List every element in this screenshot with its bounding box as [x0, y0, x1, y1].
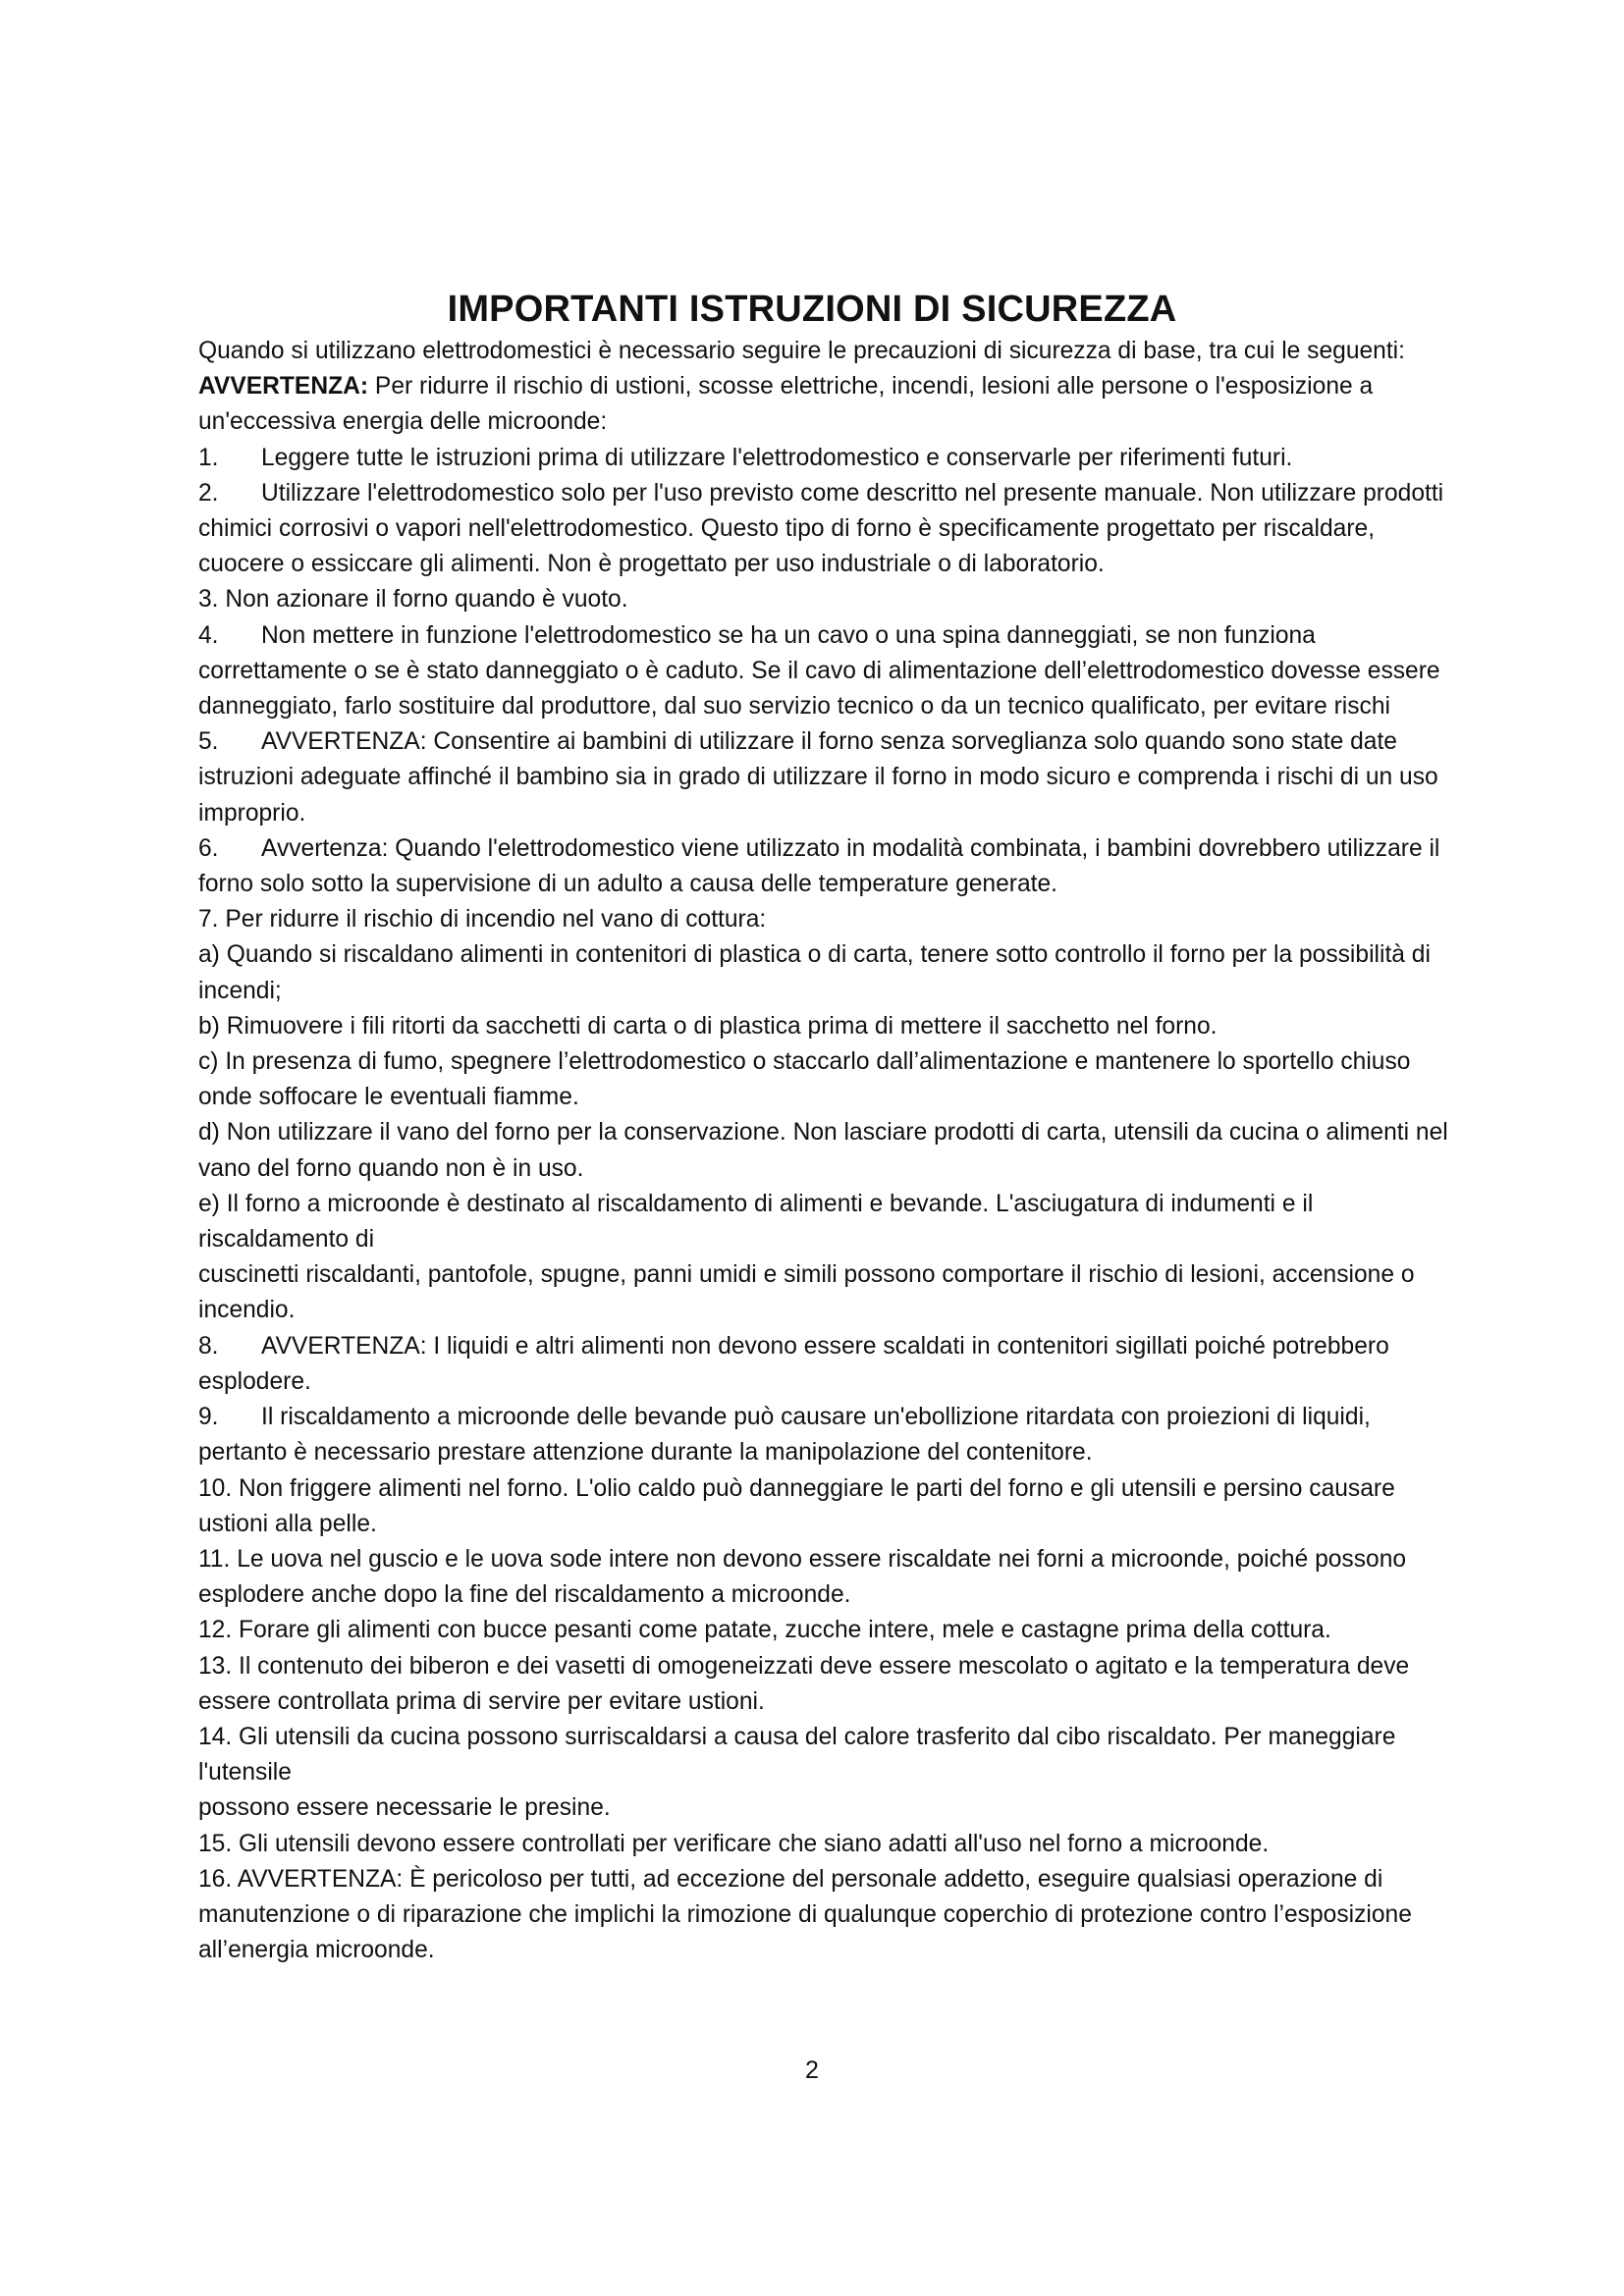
item-number: 14. — [198, 1723, 233, 1750]
list-item-14 — [198, 1720, 1465, 1790]
item-number: 15. — [198, 1830, 233, 1857]
item-text: AVVERTENZA: Consentire ai bambini di utilizzare il forno senza sorveglianza solo quando sono state date istruzioni adeguate affinché il bambino sia in grado di utilizzare il forno in modo sicuro e comprenda i rischi di un uso improprio. — [198, 728, 1438, 827]
intro-warning-label: AVVERTENZA: — [198, 373, 369, 400]
list-item-5 — [198, 724, 1465, 831]
item-text: Il riscaldamento a microonde delle bevande può causare un'ebollizione ritardata con proiezioni di liquidi, pertanto è necessario prestare attenzione durante la manipolazione del contenitore. — [198, 1404, 1371, 1467]
list-item-14-continued: possono essere necessarie le presine. — [198, 1794, 611, 1822]
subitem-d: d) Non utilizzare il vano del forno per la conservazione. Non lasciare prodotti di carta, utensili da cucina o alimenti nel vano del forno quando non è in uso. — [198, 1119, 1448, 1182]
list-item-1 — [198, 441, 1465, 476]
item-text: Gli utensili da cucina possono surriscaldarsi a causa del calore trasferito dal cibo riscaldato. Per maneggiare l'utensile — [198, 1723, 1396, 1787]
list-item-13 — [198, 1649, 1465, 1720]
list-item-4 — [198, 618, 1465, 725]
item-number: 1. — [198, 444, 219, 471]
item-text: Utilizzare l'elettrodomestico solo per l'uso previsto come descritto nel presente manuale. Non utilizzare prodotti chimici corrosivi o vapori nell'elettrodomestico. Questo tipo di forno è specificamente progettato per riscaldare, cuocere o essiccare gli alimenti. Non è progettato per uso industriale o di laboratorio. — [198, 479, 1444, 578]
intro-text-before: Quando si utilizzano elettrodomestici è necessario seguire le precauzioni di sicurezza di base, tra cui le seguenti: — [198, 338, 1405, 364]
list-item-2 — [198, 476, 1465, 583]
document-body — [198, 334, 1465, 1968]
item-number: 16. — [198, 1865, 233, 1893]
item-number: 9. — [198, 1404, 219, 1431]
subitem-e: e) Il forno a microonde è destinato al riscaldamento di alimenti e bevande. L'asciugatura di indumenti e il riscaldamento di — [198, 1190, 1314, 1254]
list-item-3 — [198, 582, 1465, 617]
list-item-10 — [198, 1471, 1465, 1542]
list-item-16 — [198, 1862, 1465, 1969]
item-text: Forare gli alimenti con bucce pesanti come patate, zucche intere, mele e castagne prima della cottura. — [239, 1617, 1331, 1644]
page-title: IMPORTANTI ISTRUZIONI DI SICUREZZA — [447, 289, 1177, 330]
item-number: 13. — [198, 1652, 233, 1680]
item-text: Le uova nel guscio e le uova sode intere non devono essere riscaldate nei forni a microonde, poiché possono esplodere anche dopo la fine del riscaldamento a microonde. — [198, 1545, 1407, 1609]
item-text: Per ridurre il rischio di incendio nel vano di cottura: — [225, 906, 767, 934]
item-text: Leggere tutte le istruzioni prima di utilizzare l'elettrodomestico e conservarle per riferimenti futuri. — [261, 444, 1293, 471]
item-number: 6. — [198, 834, 219, 862]
intro-paragraph — [198, 334, 1465, 441]
item-number: 10. — [198, 1474, 233, 1502]
list-item-12 — [198, 1613, 1465, 1648]
item-text: AVVERTENZA: I liquidi e altri alimenti non devono essere scaldati in contenitori sigillati poiché potrebbero esplodere. — [198, 1332, 1389, 1395]
item-text: Non azionare il forno quando è vuoto. — [225, 586, 628, 614]
page-number: 2 — [805, 2056, 819, 2084]
subitem-e-continued: cuscinetti riscaldanti, pantofole, spugne, panni umidi e simili possono comportare il rischio di lesioni, accensione o incendio. — [198, 1261, 1415, 1324]
list-item-7 — [198, 902, 1465, 937]
list-item-8 — [198, 1329, 1465, 1400]
item-number: 2. — [198, 479, 219, 507]
item-text: Il contenuto dei biberon e dei vasetti di omogeneizzati deve essere mescolato o agitato e la temperatura deve essere controllata prima di servire per evitare ustioni. — [198, 1652, 1410, 1715]
item-number: 12. — [198, 1617, 233, 1644]
item-number: 5. — [198, 728, 219, 756]
item-text: Gli utensili devono essere controllati per verificare che siano adatti all'uso nel forno a microonde. — [239, 1830, 1270, 1857]
subitem-c: c) In presenza di fumo, spegnere l’elettrodomestico o staccarlo dall’alimentazione e mantenere lo sportello chiuso onde soffocare le eventuali fiamme. — [198, 1048, 1411, 1111]
list-item-15 — [198, 1827, 1465, 1862]
item-text: Non mettere in funzione l'elettrodomestico se ha un cavo o una spina danneggiati, se non funziona correttamente o se è stato danneggiato o è caduto. Se il cavo di alimentazione dell’elettrodomestico dovesse essere danneggiato, farlo sostituire dal produttore, dal suo servizio tecnico o da un tecnico qualificato, per evitare rischi — [198, 621, 1440, 721]
intro-text-after: Per ridurre il rischio di ustioni, scosse elettriche, incendi, lesioni alle persone o l'esposizione a un'eccessiva energia delle microonde: — [198, 373, 1374, 436]
item-number: 8. — [198, 1332, 219, 1360]
subitem-b: b) Rimuovere i fili ritorti da sacchetti di carta o di plastica prima di mettere il sacchetto nel forno. — [198, 1012, 1218, 1040]
list-item-11 — [198, 1542, 1465, 1613]
list-item-6 — [198, 831, 1465, 902]
item-number: 11. — [198, 1545, 231, 1573]
item-text: Non friggere alimenti nel forno. L'olio caldo può danneggiare le parti del forno e gli utensili e persino causare ustioni alla pelle. — [198, 1474, 1395, 1537]
list-item-9 — [198, 1400, 1465, 1470]
item-number: 7. — [198, 906, 219, 934]
item-number: 4. — [198, 621, 219, 649]
item-text: AVVERTENZA: È pericoloso per tutti, ad eccezione del personale addetto, eseguire qualsiasi operazione di manutenzione o di riparazione che implichi la rimozione di qualunque coperchio di protezione contro l’esposizione all’energia microonde. — [198, 1865, 1412, 1964]
subitem-a: a) Quando si riscaldano alimenti in contenitori di plastica o di carta, tenere sotto controllo il forno per la possibilità di incendi; — [198, 941, 1431, 1004]
item-number: 3. — [198, 586, 219, 614]
item-text: Avvertenza: Quando l'elettrodomestico viene utilizzato in modalità combinata, i bambini dovrebbero utilizzare il forno solo sotto la supervisione di un adulto a causa delle temperature generate. — [198, 834, 1440, 898]
